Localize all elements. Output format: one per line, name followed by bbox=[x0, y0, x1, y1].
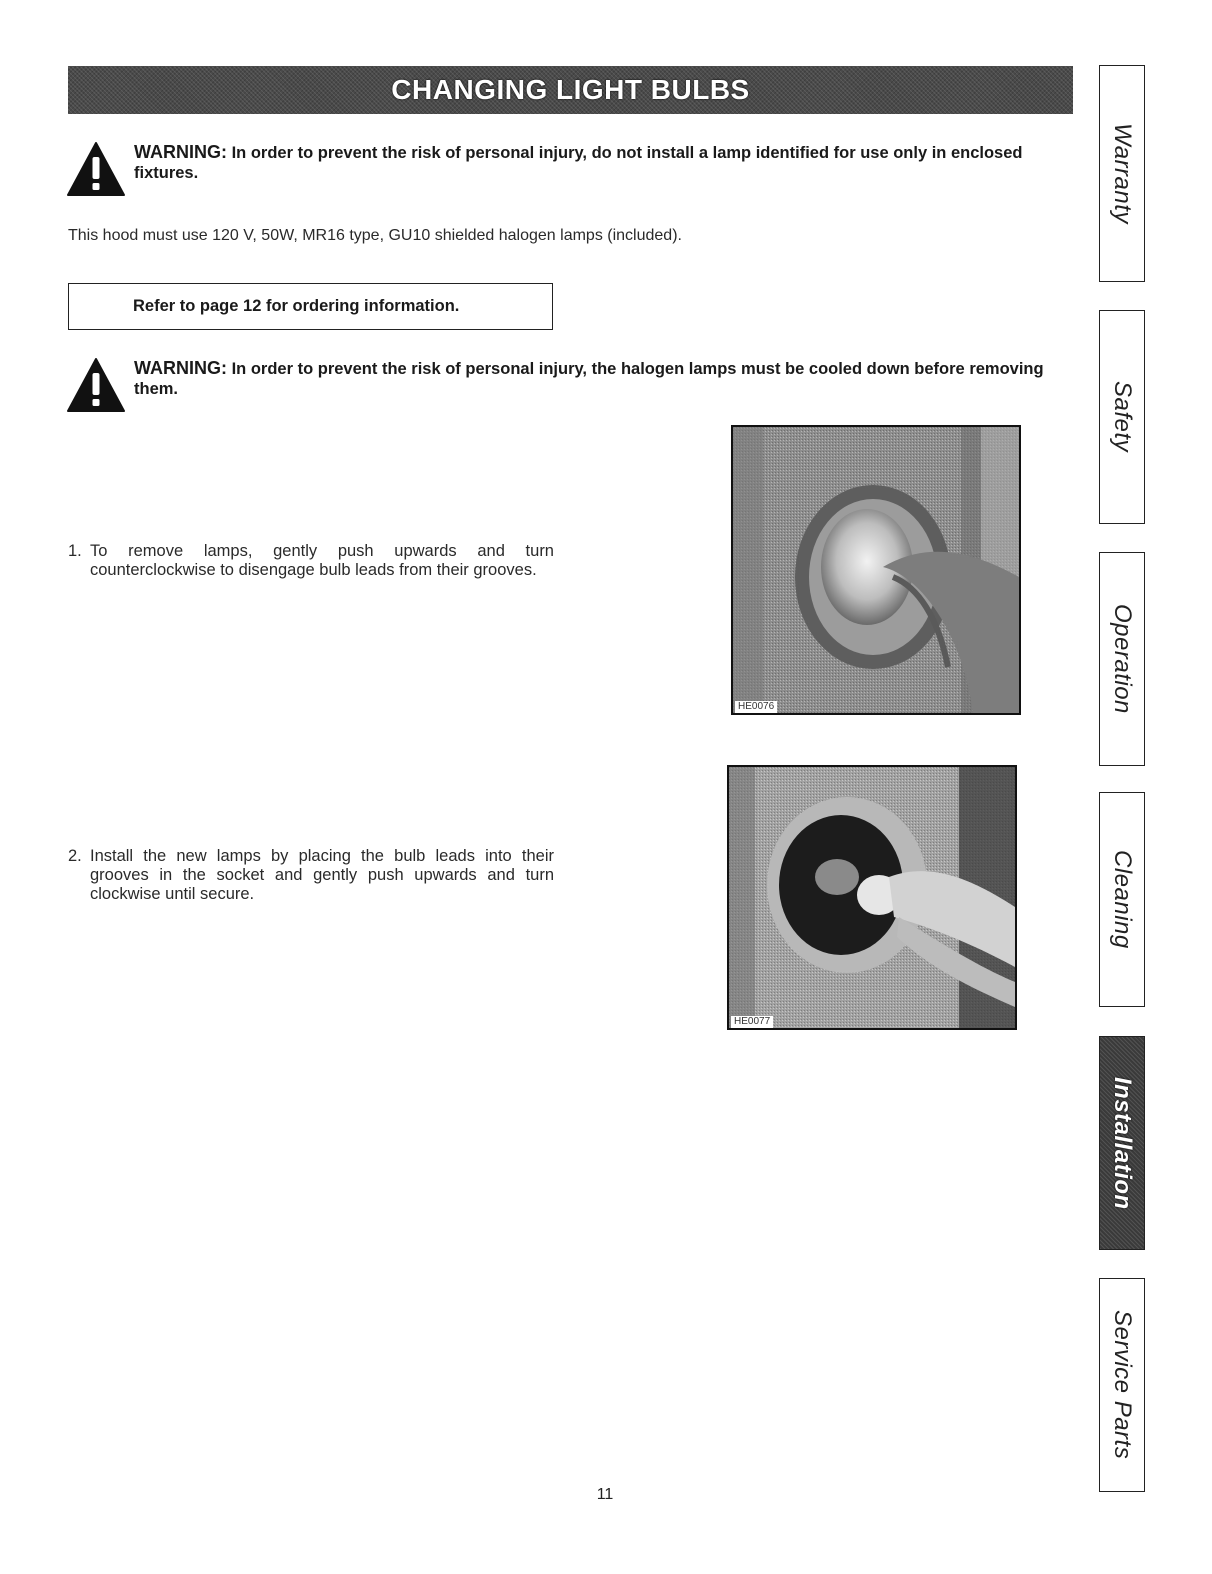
tab-installation[interactable] bbox=[1099, 1036, 1145, 1250]
photo-installing-lamp-image bbox=[729, 767, 1015, 1028]
lamp-spec-text: This hood must use 120 V, 50W, MR16 type, GU10 shielded halogen lamps (included). bbox=[68, 227, 682, 244]
page-title: CHANGING LIGHT BULBS bbox=[391, 74, 750, 105]
warning-enclosed-fixtures bbox=[66, 140, 1076, 198]
warning-message: In order to prevent the risk of personal injury, do not install a lamp identified for use only in enclosed fixtures. bbox=[134, 144, 1023, 182]
step-number: 2. bbox=[68, 847, 82, 865]
tab-operation[interactable] bbox=[1099, 552, 1145, 766]
warning-triangle-icon bbox=[66, 140, 126, 198]
photo-code: HE0077 bbox=[731, 1016, 773, 1028]
warning-message: In order to prevent the risk of personal injury, the halogen lamps must be cooled down before removing them. bbox=[134, 360, 1044, 398]
tab-label: Cleaning bbox=[1109, 850, 1136, 949]
step-remove-lamps bbox=[68, 542, 554, 580]
photo-code: HE0076 bbox=[735, 701, 777, 713]
title-banner bbox=[68, 66, 1073, 114]
warning-cool-lamps bbox=[66, 356, 1076, 414]
warning-text bbox=[134, 356, 1076, 399]
tab-label: Installation bbox=[1109, 1076, 1136, 1210]
tab-label: Operation bbox=[1109, 604, 1136, 714]
warning-text bbox=[134, 140, 1076, 183]
photo-removing-lamp bbox=[731, 425, 1021, 715]
tab-label: Warranty bbox=[1109, 123, 1136, 224]
photo-removing-lamp-image bbox=[733, 427, 1019, 713]
step-text: Install the new lamps by placing the bulb leads into their grooves in the socket and gently push upwards and turn clockwise until secure. bbox=[90, 847, 554, 903]
warning-label: WARNING: bbox=[134, 142, 227, 162]
tab-label: Safety bbox=[1109, 381, 1136, 453]
tab-safety[interactable] bbox=[1099, 310, 1145, 524]
tab-label: Service Parts bbox=[1109, 1310, 1136, 1460]
warning-triangle-icon bbox=[66, 356, 126, 414]
warning-label: WARNING: bbox=[134, 358, 227, 378]
photo-installing-lamp bbox=[727, 765, 1017, 1030]
step-number: 1. bbox=[68, 542, 82, 560]
page-number: 11 bbox=[596, 1486, 614, 1503]
ordering-info-text: Refer to page 12 for ordering information. bbox=[133, 297, 460, 315]
ordering-info-box bbox=[68, 283, 553, 330]
step-text: To remove lamps, gently push upwards and turn counterclockwise to disengage bulb leads from their grooves. bbox=[90, 542, 554, 579]
tab-cleaning[interactable] bbox=[1099, 792, 1145, 1007]
tab-warranty[interactable] bbox=[1099, 65, 1145, 282]
tab-service-parts[interactable] bbox=[1099, 1278, 1145, 1492]
step-install-lamps bbox=[68, 847, 554, 904]
